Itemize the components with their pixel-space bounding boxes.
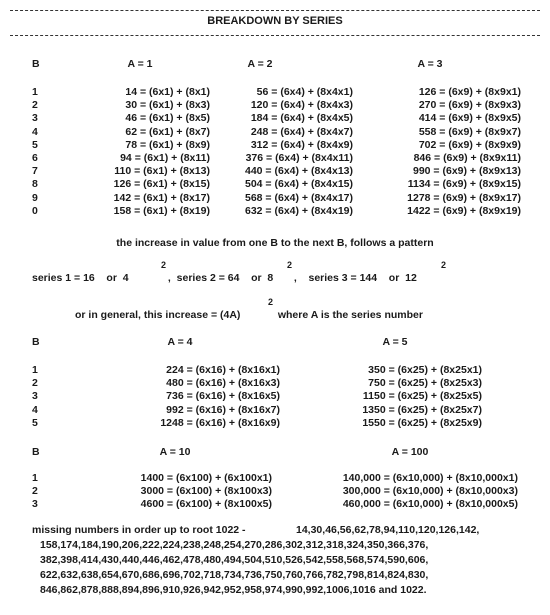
column-header-a2: A = 2 bbox=[247, 58, 273, 70]
page-title: BREAKDOWN BY SERIES bbox=[207, 15, 343, 27]
equation-cell: 120 = (6x4) + (8x4x3) bbox=[250, 99, 353, 112]
equation-cell: 110 = (6x1) + (8x13) bbox=[114, 165, 210, 178]
general-line-part-1: or in general, this increase = (4A) bbox=[75, 309, 241, 321]
missing-numbers-line: 846,862,878,888,894,896,910,926,942,952,958,974,990,992,1006,1016 and 1022. bbox=[40, 584, 427, 596]
equation-cell: 14 = (6x1) + (8x1) bbox=[125, 86, 210, 98]
b-value: 7 bbox=[32, 165, 38, 178]
equation-cell: 1150 = (6x25) + (8x25x5) bbox=[362, 390, 482, 403]
equation-cell: 990 = (6x9) + (8x9x13) bbox=[413, 165, 521, 178]
equation-cell: 158 = (6x1) + (8x19) bbox=[113, 204, 210, 217]
equation-cell: 46 = (6x1) + (8x5) bbox=[125, 112, 210, 125]
equation-cell: 1134 = (6x9) + (8x9x15) bbox=[407, 178, 521, 191]
b-value: 4 bbox=[32, 125, 38, 138]
b-column-header: B bbox=[32, 58, 40, 70]
column-header-a1: A = 1 bbox=[127, 58, 153, 70]
b-value: 8 bbox=[32, 178, 38, 191]
b-column-header: B bbox=[32, 446, 40, 458]
equation-cell: 568 = (6x4) + (8x4x17) bbox=[245, 191, 353, 204]
equation-cell: 504 = (6x4) + (8x4x15) bbox=[245, 178, 353, 191]
missing-numbers-line: 382,398,414,430,440,446,462,478,480,494,504,510,526,542,558,568,574,590,606, bbox=[40, 554, 429, 566]
b-value: 1 bbox=[32, 364, 38, 376]
equation-cell: 558 = (6x9) + (8x9x7) bbox=[418, 125, 521, 138]
equation-cell: 480 = (6x16) + (8x16x3) bbox=[166, 377, 280, 390]
equation-cell: 94 = (6x1) + (8x11) bbox=[120, 152, 210, 164]
equation-cell: 1350 = (6x25) + (8x25x7) bbox=[362, 403, 482, 416]
equation-cell: 414 = (6x9) + (8x9x5) bbox=[418, 112, 521, 125]
equation-cell: 30 = (6x1) + (8x3) bbox=[125, 99, 210, 112]
equation-cell: 126 = (6x1) + (8x15) bbox=[113, 178, 210, 191]
equation-cell: 224 = (6x16) + (8x16x1) bbox=[166, 364, 280, 376]
exponent-1: 2 bbox=[161, 260, 167, 270]
general-line-part-2: where A is the series number bbox=[272, 309, 423, 321]
b-column-header: B bbox=[32, 336, 40, 348]
series-line-part-3: , series 3 = 144 or 12 bbox=[291, 272, 417, 284]
equation-cell: 248 = (6x4) + (8x4x7) bbox=[250, 125, 353, 138]
equation-cell: 1422 = (6x9) + (8x9x19) bbox=[407, 204, 521, 217]
equation-cell: 1550 = (6x25) + (8x25x9) bbox=[362, 416, 482, 429]
b-value: 4 bbox=[32, 403, 38, 416]
pattern-text: the increase in value from one B to the next B, follows a pattern bbox=[116, 237, 434, 249]
equation-cell: 992 = (6x16) + (8x16x7) bbox=[166, 403, 280, 416]
equation-cell: 4600 = (6x100) + (8x100x5) bbox=[140, 498, 272, 511]
equation-cell: 142 = (6x1) + (8x17) bbox=[113, 191, 210, 204]
equation-cell: 300,000 = (6x10,000) + (8x10,000x3) bbox=[342, 485, 518, 498]
b-value: 2 bbox=[32, 377, 38, 390]
equation-cell: 3000 = (6x100) + (8x100x3) bbox=[140, 485, 272, 498]
equation-cell: 78 = (6x1) + (8x9) bbox=[125, 138, 210, 151]
equation-cell: 376 = (6x4) + (8x4x11) bbox=[245, 152, 353, 164]
b-value: 5 bbox=[32, 138, 38, 151]
b-value: 1 bbox=[32, 86, 38, 98]
series-line-part-2: , series 2 = 64 or 8 bbox=[165, 272, 274, 284]
header-rule bbox=[10, 35, 540, 36]
b-value: 3 bbox=[32, 498, 38, 511]
equation-cell: 1400 = (6x100) + (6x100x1) bbox=[140, 472, 272, 484]
b-value: 3 bbox=[32, 112, 38, 125]
column-header-a3: A = 3 bbox=[417, 58, 443, 70]
equation-cell: 750 = (6x25) + (8x25x3) bbox=[368, 377, 482, 390]
missing-numbers-line: 14,30,46,56,62,78,94,110,120,126,142, bbox=[296, 524, 480, 536]
equation-cell: 312 = (6x4) + (8x4x9) bbox=[250, 138, 353, 151]
exponent-3: 2 bbox=[441, 260, 447, 270]
missing-numbers-label: missing numbers in order up to root 1022 - bbox=[32, 524, 246, 536]
equation-cell: 702 = (6x9) + (8x9x9) bbox=[418, 138, 521, 151]
b-value: 6 bbox=[32, 152, 38, 164]
equation-cell: 56 = (6x4) + (8x4x1) bbox=[256, 86, 353, 98]
equation-cell: 440 = (6x4) + (8x4x13) bbox=[245, 165, 353, 178]
column-header-a4: A = 4 bbox=[167, 336, 193, 348]
equation-cell: 460,000 = (6x10,000) + (8x10,000x5) bbox=[342, 498, 518, 511]
column-header-a10: A = 10 bbox=[159, 446, 191, 458]
column-header-a100: A = 100 bbox=[391, 446, 429, 458]
b-value: 0 bbox=[32, 204, 38, 217]
equation-cell: 632 = (6x4) + (8x4x19) bbox=[245, 204, 353, 217]
equation-cell: 270 = (6x9) + (8x9x3) bbox=[418, 99, 521, 112]
b-value: 2 bbox=[32, 485, 38, 498]
exponent-2: 2 bbox=[287, 260, 293, 270]
column-header-a5: A = 5 bbox=[382, 336, 408, 348]
missing-numbers-line: 158,174,184,190,206,222,224,238,248,254,270,286,302,312,318,324,350,366,376, bbox=[40, 539, 429, 551]
b-value: 2 bbox=[32, 99, 38, 112]
b-value: 5 bbox=[32, 416, 38, 429]
equation-cell: 62 = (6x1) + (8x7) bbox=[125, 125, 210, 138]
series-line-part-1: series 1 = 16 or 4 bbox=[32, 272, 129, 284]
equation-cell: 126 = (6x9) + (8x9x1) bbox=[418, 86, 521, 98]
exponent-general: 2 bbox=[268, 297, 274, 307]
missing-numbers-line: 622,632,638,654,670,686,696,702,718,734,736,750,760,766,782,798,814,824,830, bbox=[40, 569, 429, 581]
equation-cell: 140,000 = (6x10,000) + (8x10,000x1) bbox=[342, 472, 518, 484]
equation-cell: 736 = (6x16) + (8x16x5) bbox=[166, 390, 280, 403]
equation-cell: 1248 = (6x16) + (8x16x9) bbox=[160, 416, 280, 429]
b-value: 3 bbox=[32, 390, 38, 403]
b-value: 9 bbox=[32, 191, 38, 204]
top-rule bbox=[10, 10, 540, 11]
equation-cell: 1278 = (6x9) + (8x9x17) bbox=[407, 191, 521, 204]
equation-cell: 350 = (6x25) + (8x25x1) bbox=[368, 364, 482, 376]
equation-cell: 184 = (6x4) + (8x4x5) bbox=[250, 112, 353, 125]
equation-cell: 846 = (6x9) + (8x9x11) bbox=[413, 152, 521, 164]
b-value: 1 bbox=[32, 472, 38, 484]
